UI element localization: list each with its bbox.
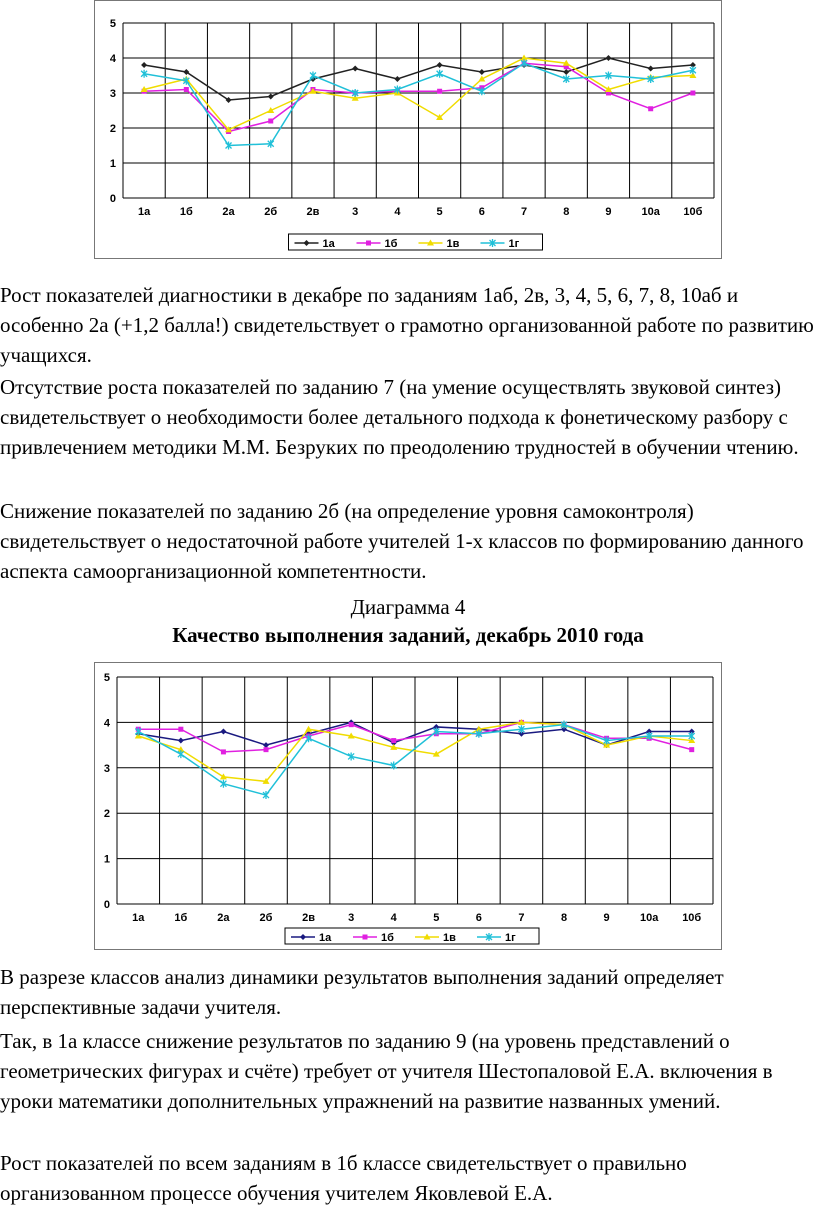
- legend-marker: [366, 241, 371, 246]
- y-tick-label: 1: [109, 158, 116, 170]
- data-point: [141, 62, 147, 68]
- paragraph-class-analysis: В разрезе классов анализ динамики результатов выполнения заданий определяет перспективные задачи учителя.: [0, 965, 724, 1019]
- x-tick-label: 1б: [179, 206, 193, 218]
- x-tick-label: 1а: [132, 912, 145, 924]
- legend-label: 1в: [446, 238, 460, 250]
- x-tick-label: 10б: [683, 206, 703, 218]
- data-point: [310, 72, 316, 80]
- data-point: [690, 91, 695, 96]
- data-point: [178, 750, 184, 758]
- data-point: [268, 94, 274, 100]
- line-chart-december-diagnostics: [94, 0, 722, 259]
- x-tick-label: 6: [478, 206, 485, 218]
- legend: [289, 234, 543, 250]
- data-point: [178, 738, 184, 744]
- x-tick-label: 8: [563, 206, 570, 218]
- y-tick-label: 2: [109, 123, 116, 135]
- diagram-title: Качество выполнения заданий, декабрь 2010 года: [172, 623, 644, 647]
- x-tick-label: 5: [433, 912, 440, 924]
- legend-label: 1г: [508, 238, 520, 250]
- x-tick-label: 7: [518, 912, 525, 924]
- x-tick-label: 10а: [641, 206, 660, 218]
- x-tick-label: 5: [436, 206, 443, 218]
- x-tick-label: 2в: [302, 912, 316, 924]
- y-tick-label: 3: [109, 88, 116, 100]
- legend: [285, 928, 539, 944]
- x-tick-label: 2а: [222, 206, 235, 218]
- data-point: [648, 106, 653, 111]
- x-tick-label: 9: [603, 912, 610, 924]
- data-point: [349, 722, 354, 727]
- data-point: [648, 66, 654, 72]
- data-point: [437, 62, 443, 68]
- data-point: [305, 726, 312, 732]
- x-tick-label: 1б: [174, 912, 188, 924]
- x-tick-label: 4: [394, 206, 401, 218]
- paragraph-class-1a: Так, в 1а классе снижение результатов по заданию 9 (на уровень представлений о геометрических фигурах и счёте) требует от учителя Шестопаловой Е.А. включения в уроки математики дополнительных упражнений на развитие названных умений.: [0, 1029, 773, 1113]
- line-chart-task-quality: [94, 662, 722, 950]
- data-point: [264, 747, 269, 752]
- data-point: [563, 69, 569, 75]
- legend-label: 1б: [381, 932, 394, 944]
- data-point: [221, 749, 226, 754]
- data-point: [689, 747, 694, 752]
- data-point: [220, 773, 227, 779]
- paragraph-task-2b: Снижение показателей по заданию 2б (на определение уровня самоконтроля) свидетельствует о недостаточной работе учителей 1-х классов по формированию данного аспекта самоорганизационной компетентности.: [0, 499, 804, 583]
- legend-label: 1в: [443, 932, 456, 944]
- y-tick-label: 1: [103, 853, 110, 866]
- legend-label: 1а: [322, 238, 335, 250]
- y-tick-label: 4: [109, 53, 116, 65]
- legend-label: 1б: [384, 238, 398, 250]
- data-point: [184, 87, 189, 92]
- legend-marker: [363, 935, 368, 940]
- data-point: [391, 738, 396, 743]
- y-tick-label: 0: [103, 899, 110, 911]
- y-tick-label: 2: [103, 808, 110, 821]
- data-point: [394, 76, 400, 82]
- data-point: [479, 69, 485, 75]
- x-tick-label: 10а: [639, 912, 659, 924]
- data-point: [437, 89, 442, 94]
- y-tick-label: 3: [103, 762, 110, 775]
- x-tick-label: 3: [352, 206, 359, 218]
- diagram-number: Диаграмма 4: [350, 595, 466, 619]
- x-tick-label: 9: [605, 206, 612, 218]
- x-tick-label: 2б: [264, 206, 278, 218]
- data-point: [268, 119, 273, 124]
- y-tick-label: 4: [103, 717, 110, 730]
- x-tick-label: 1а: [137, 206, 151, 218]
- y-tick-label: 0: [109, 193, 116, 205]
- chart-1-svg: [95, 1, 721, 258]
- data-point: [352, 66, 358, 72]
- y-tick-label: 5: [103, 672, 110, 684]
- x-tick-label: 8: [560, 912, 568, 924]
- data-point: [178, 727, 183, 732]
- legend-label: 1а: [319, 932, 332, 944]
- x-tick-label: 3: [348, 912, 355, 924]
- x-tick-label: 2б: [259, 912, 273, 924]
- x-tick-label: 2в: [306, 206, 320, 218]
- data-point: [605, 55, 611, 61]
- paragraph-class-1b: Рост показателей по всем заданиям в 1б классе свидетельствует о правильно организованном процессе обучения учителем Яковлевой Е.А.: [0, 1151, 687, 1205]
- paragraph-growth: Рост показателей диагностики в декабре по заданиям 1аб, 2в, 3, 4, 5, 6, 7, 8, 10аб и особенно 2а (+1,2 балла!) свидетельствует о грамотно организованной работе по развитию учащихся.: [0, 283, 814, 367]
- chart-2-svg: [95, 663, 721, 949]
- x-tick-label: 2а: [217, 912, 230, 924]
- x-tick-label: 6: [475, 912, 482, 924]
- legend-label: 1г: [505, 932, 516, 944]
- data-point: [220, 728, 226, 734]
- data-point: [479, 87, 485, 95]
- x-tick-label: 4: [390, 912, 397, 924]
- x-tick-label: 7: [520, 206, 528, 218]
- y-tick-label: 5: [109, 18, 116, 30]
- paragraph-task-7: Отсутствие роста показателей по заданию 7 (на умение осуществлять звуковой синтез) свидетельствует о необходимости более детального подхода к фонетическому разбору с привлечением методики М.М. Безруких по преодолению трудностей в обучении чтению.: [0, 375, 799, 459]
- x-tick-label: 10б: [682, 912, 702, 924]
